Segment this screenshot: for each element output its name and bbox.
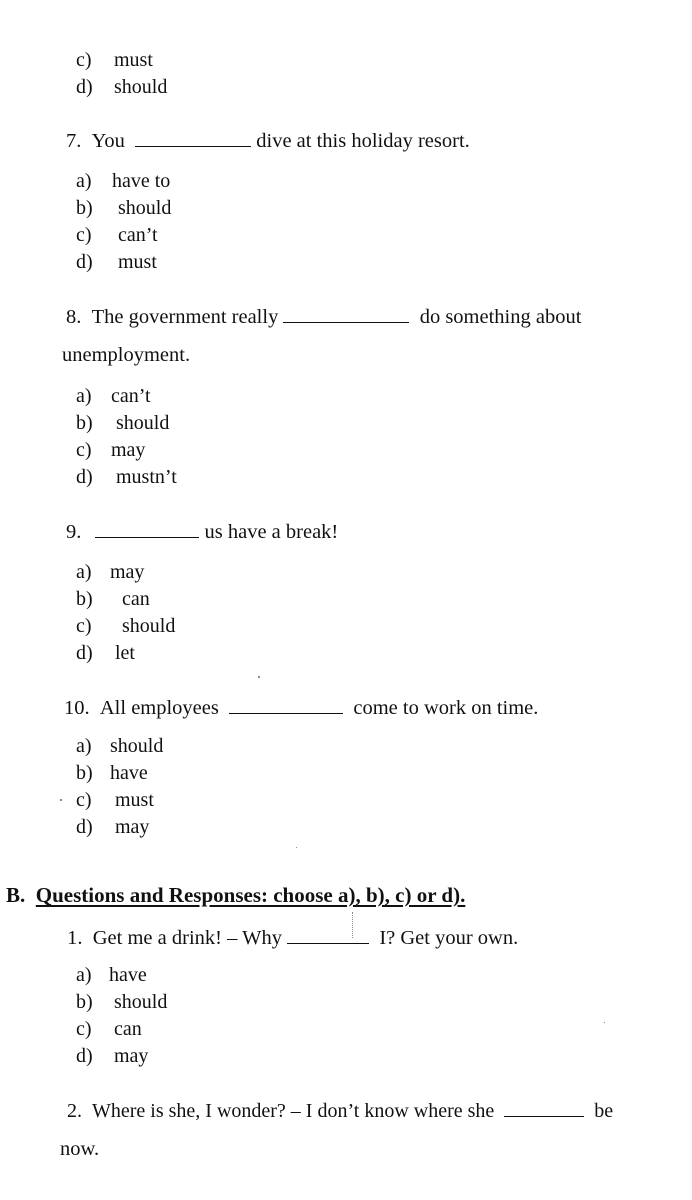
question-8: 8. The government really do something about <box>66 306 582 328</box>
option-top-c: c) must <box>76 49 153 71</box>
option-10-d: d) may <box>76 816 150 838</box>
option-8-c: c) may <box>76 439 146 461</box>
option-9-c: c) should <box>76 615 176 637</box>
question-8-continuation: unemployment. <box>62 344 191 366</box>
option-10-c: c) must <box>76 789 154 811</box>
option-7-b: b) should <box>76 197 172 219</box>
answer-blank <box>135 128 251 147</box>
answer-blank <box>283 304 409 323</box>
answer-blank <box>229 695 343 714</box>
option-7-c: c) can’t <box>76 224 158 246</box>
option-7-a: a) have to <box>76 170 171 192</box>
option-b1-c: c) can <box>76 1018 142 1040</box>
section-b-question-2-continuation: now. <box>60 1138 100 1160</box>
section-b-question-2: 2. Where is she, I wonder? – I don’t know where she be <box>67 1100 614 1122</box>
section-b-question-1: 1. Get me a drink! – Why I? Get your own. <box>67 927 519 949</box>
option-b1-d: d) may <box>76 1045 149 1067</box>
question-7: 7. You dive at this holiday resort. <box>66 130 470 152</box>
scan-speck <box>258 676 260 678</box>
pen-mark <box>352 912 359 938</box>
option-7-d: d) must <box>76 251 157 273</box>
option-9-b: b) can <box>76 588 150 610</box>
section-b-heading <box>6 883 465 908</box>
option-9-a: a) may <box>76 561 145 583</box>
section-b-label: B. <box>6 883 26 907</box>
question-9: 9. us have a break! <box>66 521 339 543</box>
option-8-a: a) can’t <box>76 385 151 407</box>
option-b1-a: a) have <box>76 964 147 986</box>
option-9-d: d) let <box>76 642 135 664</box>
option-8-b: b) should <box>76 412 170 434</box>
answer-blank <box>95 519 199 538</box>
option-8-d: d) mustn’t <box>76 466 177 488</box>
scan-speck <box>296 847 297 848</box>
option-top-d: d) should <box>76 76 168 98</box>
question-10: 10. All employees come to work on time. <box>64 697 539 719</box>
option-10-a: a) should <box>76 735 164 757</box>
answer-blank <box>504 1098 584 1117</box>
option-10-b: b) have <box>76 762 148 784</box>
scan-speck <box>604 1022 605 1023</box>
option-b1-b: b) should <box>76 991 168 1013</box>
scan-speck <box>60 799 62 801</box>
section-b-title: Questions and Responses: choose a), b), c) or d). <box>35 883 466 907</box>
